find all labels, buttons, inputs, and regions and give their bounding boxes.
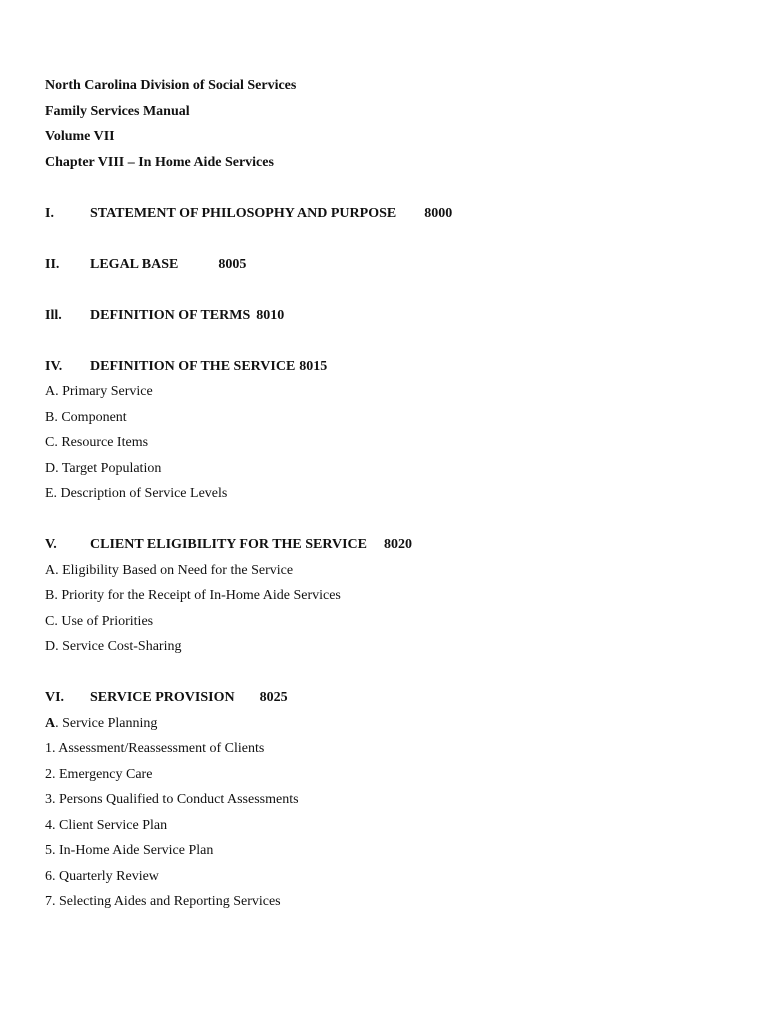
section-numeral: VI. <box>45 690 65 705</box>
list-item: 3. Persons Qualified to Conduct Assessments <box>45 792 299 807</box>
list-item: B. Priority for the Receipt of In-Home Aide Services <box>45 588 341 603</box>
list-item: 5. In-Home Aide Service Plan <box>45 843 214 858</box>
list-item: 1. Assessment/Reassessment of Clients <box>45 741 265 756</box>
spacer <box>45 226 745 252</box>
list-item: A. Primary Service <box>45 384 153 399</box>
document-page <box>45 73 745 915</box>
list-item: C. Resource Items <box>45 435 149 450</box>
section-title: DEFINITION OF THE SERVICE <box>90 358 296 374</box>
section-heading-5 <box>45 532 745 558</box>
section-title: CLIENT ELIGIBILITY FOR THE SERVICE <box>90 537 368 552</box>
section-heading-4 <box>45 354 745 380</box>
list-item: A. Eligibility Based on Need for the Service <box>45 562 294 578</box>
subsection-heading <box>45 711 745 737</box>
spacer <box>45 660 745 686</box>
section-title: LEGAL BASE <box>90 256 179 272</box>
section-heading-3 <box>45 303 745 329</box>
section-code: 8005 <box>218 256 247 272</box>
subsection-title: . Service Planning <box>55 715 158 731</box>
list-item: 6. Quarterly Review <box>45 868 159 884</box>
list-item: C. Use of Priorities <box>45 613 154 629</box>
section-code: 8010 <box>256 307 285 323</box>
spacer <box>45 507 745 533</box>
list-item: D. Target Population <box>45 460 162 476</box>
section-numeral: V. <box>45 537 57 552</box>
section-code: 8015 <box>299 358 328 374</box>
section-heading-6 <box>45 685 745 711</box>
list-item: 7. Selecting Aides and Reporting Services <box>45 894 281 909</box>
section-numeral: IV. <box>45 358 63 374</box>
section-title: SERVICE PROVISION <box>90 690 235 705</box>
section-numeral: I. <box>45 205 54 221</box>
list-item: 4. Client Service Plan <box>45 817 168 833</box>
section-title: DEFINITION OF TERMS <box>90 307 251 323</box>
list-item: E. Description of Service Levels <box>45 486 228 501</box>
header-chapter: Chapter VIII – In Home Aide Services <box>45 154 274 170</box>
spacer <box>45 328 745 354</box>
list-item: D. Service Cost-Sharing <box>45 639 182 654</box>
subsection-letter: A <box>45 715 56 731</box>
list-item: 2. Emergency Care <box>45 766 153 782</box>
list-item: B. Component <box>45 409 127 425</box>
section-code: 8025 <box>259 690 288 705</box>
header-org: North Carolina Division of Social Services <box>45 78 297 93</box>
section-code: 8020 <box>384 537 413 552</box>
header-volume: Volume VII <box>45 129 115 144</box>
spacer <box>45 277 745 303</box>
section-heading-2 <box>45 252 745 278</box>
header-manual: Family Services Manual <box>45 103 190 119</box>
section-code: 8000 <box>424 205 453 221</box>
section-numeral: II. <box>45 256 60 272</box>
spacer <box>45 175 745 201</box>
section-numeral: Ill. <box>45 307 62 323</box>
section-heading-1 <box>45 201 745 227</box>
section-title: STATEMENT OF PHILOSOPHY AND PURPOSE <box>90 205 397 221</box>
